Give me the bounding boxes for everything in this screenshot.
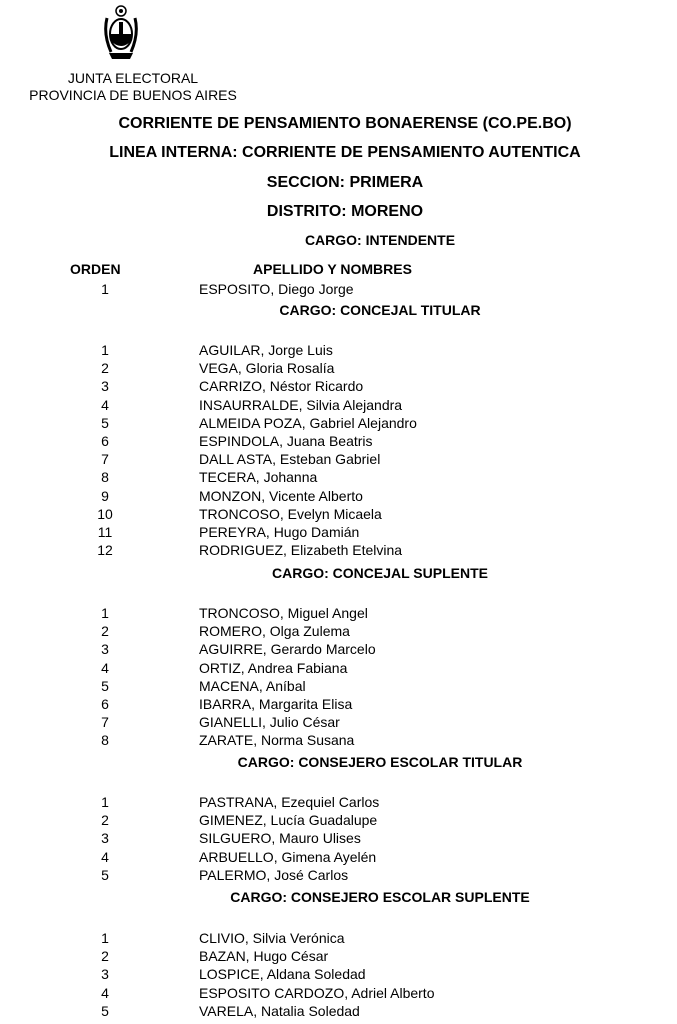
section-title: SECCION: PRIMERA xyxy=(266,174,424,191)
candidate-name: TRONCOSO, Evelyn Micaela xyxy=(199,505,382,522)
candidate-order: 2 xyxy=(101,623,109,640)
candidate-name: MONZON, Vicente Alberto xyxy=(199,487,363,504)
candidate-name: ORTIZ, Andrea Fabiana xyxy=(199,659,348,676)
candidate-name: AGUILAR, Jorge Luis xyxy=(199,342,333,358)
candidate-order: 6 xyxy=(101,433,109,449)
candidate-name: DALL ASTA, Esteban Gabriel xyxy=(199,451,381,468)
candidate-order: 3 xyxy=(101,966,109,983)
candidate-name: VEGA, Gloria Rosalía xyxy=(199,360,335,377)
names-column-header: APELLIDO Y NOMBRES xyxy=(253,261,412,277)
candidate-name: GIMENEZ, Lucía Guadalupe xyxy=(199,812,378,829)
candidate-name: CARRIZO, Néstor Ricardo xyxy=(199,378,364,395)
candidate-order: 8 xyxy=(101,469,109,486)
candidate-order: 2 xyxy=(101,360,109,377)
candidate-order: 4 xyxy=(101,984,109,1001)
candidate-name: ESPOSITO CARDOZO, Adriel Alberto xyxy=(199,984,435,1001)
candidate-order: 4 xyxy=(101,848,109,865)
candidate-order: 1 xyxy=(101,605,109,621)
party-title: CORRIENTE DE PENSAMIENTO BONAERENSE (CO.PE.BO) xyxy=(118,115,572,132)
candidate-order: 1 xyxy=(101,930,109,946)
candidate-name: ROMERO, Olga Zulema xyxy=(199,623,350,640)
candidate-name: LOSPICE, Aldana Soledad xyxy=(199,966,366,983)
candidate-name: AGUIRRE, Gerardo Marcelo xyxy=(199,641,376,658)
coat-of-arms-seal-icon xyxy=(103,4,139,62)
candidate-name: GIANELLI, Julio César xyxy=(199,714,340,731)
candidate-name: ARBUELLO, Gimena Ayelén xyxy=(199,848,377,865)
candidate-name: MACENA, Aníbal xyxy=(199,677,306,694)
candidate-name: ESPOSITO, Diego Jorge xyxy=(199,281,354,297)
candidate-name: VARELA, Natalia Soledad xyxy=(199,1002,360,1019)
agency-header xyxy=(18,70,248,104)
candidate-order: 9 xyxy=(101,487,109,504)
candidate-name: TECERA, Johanna xyxy=(199,469,318,486)
candidate-name: IBARRA, Margarita Elisa xyxy=(199,696,353,712)
section-heading: CARGO: CONCEJAL SUPLENTE xyxy=(272,565,488,581)
internal-line-title: LINEA INTERNA: CORRIENTE DE PENSAMIENTO AUTENTICA xyxy=(109,144,581,161)
candidate-order: 3 xyxy=(101,641,109,658)
candidate-name: PALERMO, José Carlos xyxy=(199,866,349,883)
candidate-order: 6 xyxy=(101,696,109,712)
candidate-order: 5 xyxy=(101,677,109,694)
candidate-order: 8 xyxy=(101,732,109,749)
candidate-order: 1 xyxy=(101,794,109,810)
candidate-order: 5 xyxy=(101,866,109,883)
candidate-order: 12 xyxy=(97,542,113,559)
section-heading: CARGO: CONSEJERO ESCOLAR TITULAR xyxy=(237,754,523,770)
candidate-name: ESPINDOLA, Juana Beatris xyxy=(199,433,373,449)
candidate-order: 3 xyxy=(101,830,109,847)
candidate-order: 10 xyxy=(97,505,113,522)
candidate-order: 4 xyxy=(101,659,109,676)
candidate-order: 2 xyxy=(101,948,109,965)
agency-line-2: PROVINCIA DE BUENOS AIRES xyxy=(29,87,237,103)
candidate-order: 5 xyxy=(101,1002,109,1019)
candidate-order: 11 xyxy=(97,524,113,540)
candidate-name: PASTRANA, Ezequiel Carlos xyxy=(199,794,380,810)
candidate-order: 1 xyxy=(101,281,109,297)
candidate-order: 7 xyxy=(101,714,109,731)
candidate-name: ZARATE, Norma Susana xyxy=(199,732,355,749)
candidate-name: TRONCOSO, Miguel Angel xyxy=(199,605,368,621)
section-heading: CARGO: CONCEJAL TITULAR xyxy=(279,302,481,318)
candidate-order: 2 xyxy=(101,812,109,829)
candidate-order: 7 xyxy=(101,451,109,468)
candidate-name: BAZAN, Hugo César xyxy=(199,948,329,965)
section-heading: CARGO: CONSEJERO ESCOLAR SUPLENTE xyxy=(230,889,530,905)
candidate-order: 5 xyxy=(101,414,109,431)
candidate-order: 4 xyxy=(101,396,109,413)
candidate-name: RODRIGUEZ, Elizabeth Etelvina xyxy=(199,542,403,559)
candidate-name: SILGUERO, Mauro Ulises xyxy=(199,830,361,847)
order-column-header: ORDEN xyxy=(70,261,121,277)
district-title: DISTRITO: MORENO xyxy=(266,203,424,220)
candidate-name: CLIVIO, Silvia Verónica xyxy=(199,930,345,946)
candidate-name: PEREYRA, Hugo Damián xyxy=(199,524,360,540)
candidate-order: 1 xyxy=(101,342,109,358)
candidate-order: 3 xyxy=(101,378,109,395)
candidate-name: ALMEIDA POZA, Gabriel Alejandro xyxy=(199,414,417,431)
candidate-name: INSAURRALDE, Silvia Alejandra xyxy=(199,396,403,413)
agency-line-1: JUNTA ELECTORAL xyxy=(67,70,199,86)
section-heading: CARGO: INTENDENTE xyxy=(304,232,456,248)
